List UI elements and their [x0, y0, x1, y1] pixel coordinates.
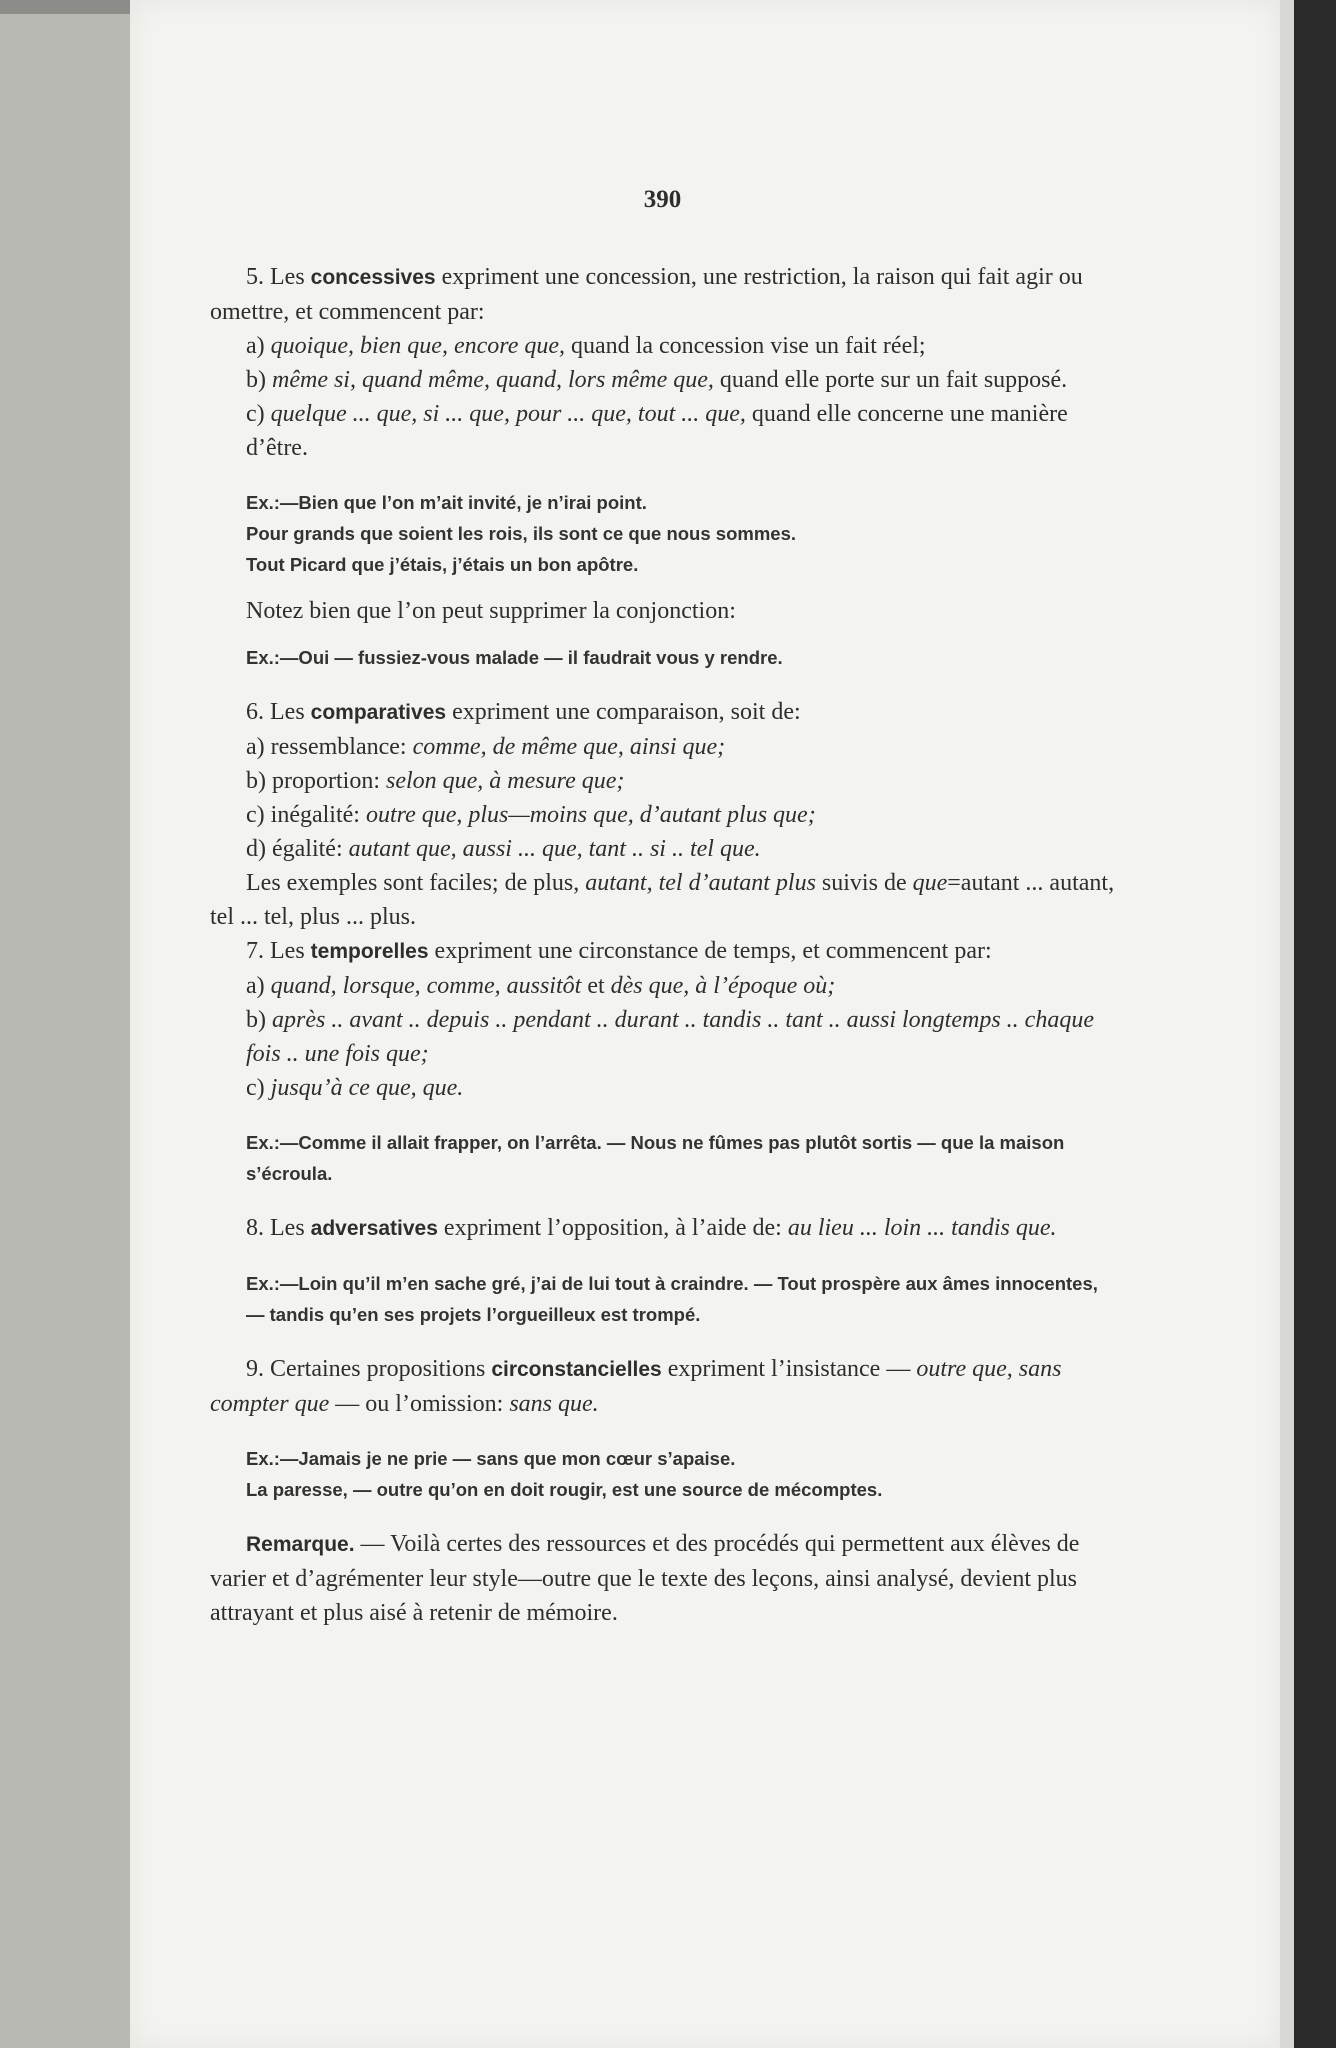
remark-label: Remarque.	[246, 1533, 355, 1556]
section-7-b: b) après .. avant .. depuis .. pendant .. durant .. tandis .. tant .. aussi longtemps .. chaque fois .. une fois que;	[246, 1007, 1094, 1067]
section-6-examples: Les exemples sont faciles; de plus, autant, tel d’autant plus suivis de que=autant ... autant, tel ... tel, plus ... plus.	[210, 870, 1115, 930]
example-line: Ex.:—Comme il allait frapper, on l’arrêta. — Nous ne fûmes pas plutôt sortis — que la maison s’écroula.	[246, 1132, 1065, 1184]
section-6-a: a) ressemblance: comme, de même que, ainsi que;	[246, 734, 726, 760]
example-line: Tout Picard que j’étais, j’étais un bon apôtre.	[246, 554, 639, 575]
page-content	[210, 180, 1115, 1630]
page-edge	[1280, 0, 1294, 2048]
section-9-intro: 9. Certaines propositions circonstancielles expriment l’insistance — outre que, sans compter que — ou l’omission: sans que.	[210, 1356, 1062, 1417]
scan-right-border	[1294, 0, 1336, 2048]
example-line: Ex.:—Oui — fussiez-vous malade — il faudrait vous y rendre.	[246, 647, 783, 668]
section-8-intro: 8. Les adversatives expriment l’opposition, à l’aide de: au lieu ... loin ... tandis que.	[246, 1215, 1057, 1241]
section-6-b: b) proportion: selon que, à mesure que;	[246, 768, 625, 794]
section-5-b: b) même si, quand même, quand, lors même que, quand elle porte sur un fait supposé.	[246, 367, 1068, 393]
remark-paragraph: Remarque. — Voilà certes des ressources et des procédés qui permettent aux élèves de varier et d’agrémenter leur style—outre que le texte des leçons, ainsi analysé, devient plus attrayant et plus aisé à retenir de mémoire.	[210, 1531, 1080, 1626]
section-6-d: d) égalité: autant que, aussi ... que, tant .. si .. tel que.	[246, 836, 761, 862]
section-7-a: a) quand, lorsque, comme, aussitôt et dès que, à l’époque où;	[246, 973, 836, 999]
section-5-c: c) quelque ... que, si ... que, pour ... que, tout ... que, quand elle concerne une manière d’être.	[246, 401, 1068, 461]
example-line: Ex.:—Loin qu’il m’en sache gré, j’ai de lui tout à craindre. — Tout prospère aux âmes innocentes,— tandis qu’en ses projets l’orgueilleux est trompé.	[246, 1273, 1098, 1325]
section-5-a: a) quoique, bien que, encore que, quand la concession vise un fait réel;	[246, 333, 926, 359]
section-7-intro: 7. Les temporelles expriment une circonstance de temps, et commencent par:	[246, 938, 992, 964]
example-line: Ex.:—Bien que l’on m’ait invité, je n’irai point.	[246, 492, 647, 513]
example-line: La paresse, — outre qu’on en doit rougir, est une source de mécomptes.	[246, 1479, 883, 1500]
section-6-c: c) inégalité: outre que, plus—moins que, d’autant plus que;	[246, 802, 816, 828]
section-7-c: c) jusqu’à ce que, que.	[246, 1075, 464, 1101]
example-line: Ex.:—Jamais je ne prie — sans que mon cœur s’apaise.	[246, 1448, 736, 1469]
section-5-note: Notez bien que l’on peut supprimer la conjonction:	[246, 598, 736, 624]
page-number: 390	[643, 186, 682, 213]
section-5-intro: 5. Les concessives expriment une concession, une restriction, la raison qui fait agir ou omettre, et commencent par:	[210, 264, 1083, 325]
example-line: Pour grands que soient les rois, ils sont ce que nous sommes.	[246, 523, 796, 544]
section-6-intro: 6. Les comparatives expriment une comparaison, soit de:	[246, 699, 801, 725]
